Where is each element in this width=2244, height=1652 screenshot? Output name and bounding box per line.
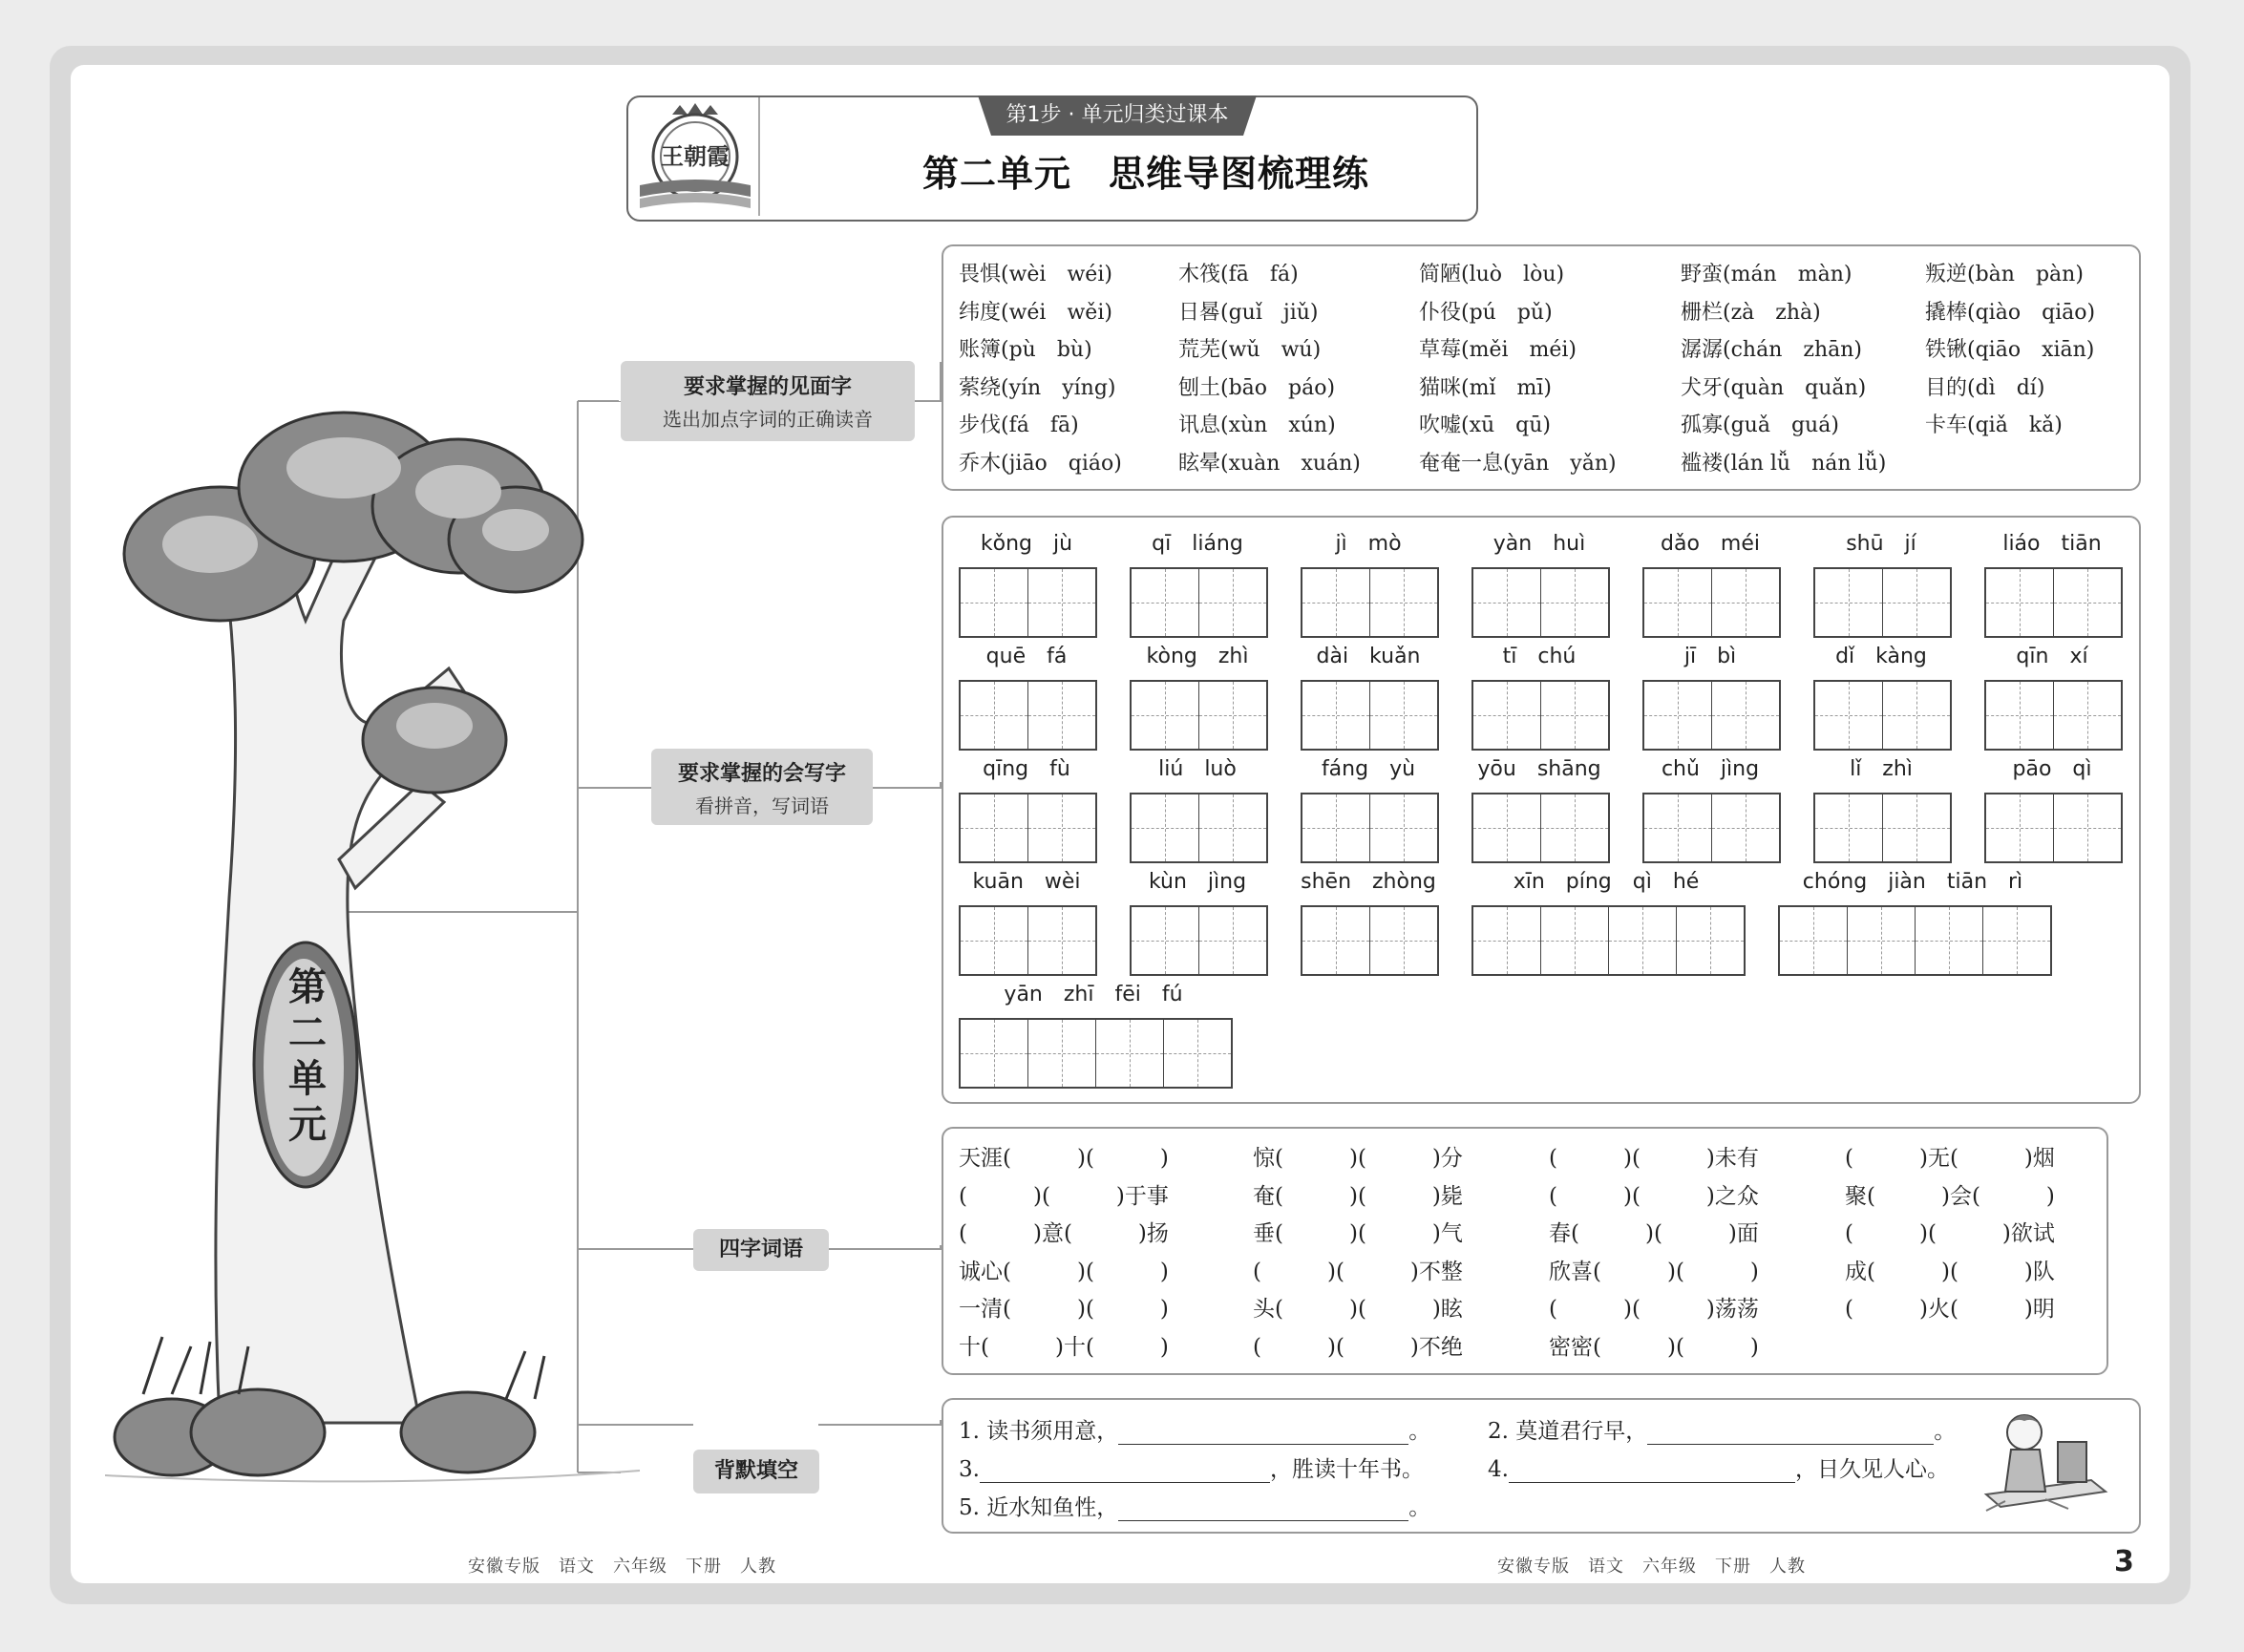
idiom-item[interactable]: 春( )( )面: [1549, 1221, 1759, 1247]
reading-item: 简陋(luò lòu): [1419, 263, 1565, 286]
idiom-item[interactable]: ( )意( )扬: [959, 1221, 1169, 1247]
reading-item: 步伐(fá fā): [959, 413, 1079, 438]
reading-item: 草莓(měi méi): [1419, 338, 1577, 363]
pinyin-label: qīn xí: [2016, 645, 2088, 668]
writing-grid-cell[interactable]: [961, 794, 1027, 861]
footer-left: 安徽专版 语文 六年级 下册 人教: [468, 1557, 776, 1577]
pinyin-label: jì mò: [1335, 532, 1402, 556]
writing-grid-cell[interactable]: [1540, 682, 1608, 749]
writing-grid-cell[interactable]: [1369, 907, 1437, 974]
pinyin-label: dǎo méi: [1661, 532, 1760, 556]
writing-grid-cell[interactable]: [1132, 794, 1198, 861]
writing-grid-cell[interactable]: [1132, 569, 1198, 636]
reading-item: 褴褛(lán lǚ nán lǚ): [1681, 452, 1887, 476]
pinyin-label: yān zhī fēi fú: [1004, 983, 1183, 1006]
writing-grid-cell[interactable]: [1132, 682, 1198, 749]
branch-reading-title: 要求掌握的见面字: [683, 375, 852, 399]
reading-item: 眩晕(xuàn xuán): [1178, 452, 1361, 476]
recite-item-3-prefix: 3.: [959, 1457, 980, 1482]
writing-grid-cell[interactable]: [1540, 569, 1608, 636]
reading-item: 孤寡(guǎ guá): [1681, 413, 1839, 438]
recite-item-1-prefix: 1. 读书须用意，: [959, 1419, 1119, 1444]
writing-grid-cell[interactable]: [1027, 682, 1095, 749]
idiom-item[interactable]: 欣喜( )( ): [1549, 1259, 1759, 1284]
branch-reading-subtitle: 选出加点字词的正确读音: [663, 408, 873, 431]
writing-grid[interactable]: [959, 1018, 1233, 1089]
reading-item: 荒芜(wǔ wú): [1178, 338, 1322, 363]
writing-grid-cell[interactable]: [1302, 682, 1369, 749]
writing-grid[interactable]: [959, 567, 1097, 638]
reading-item: 铁锹(qiāo xiān): [1925, 338, 2095, 363]
writing-grid[interactable]: [1301, 793, 1439, 863]
idiom-item[interactable]: 头( )( )眩: [1253, 1297, 1463, 1323]
branch-label-reading: [621, 361, 915, 441]
reading-item: 野蛮(mán màn): [1681, 263, 1852, 286]
idiom-item[interactable]: ( )火( )明: [1845, 1297, 2055, 1323]
idiom-item[interactable]: 聚( )会( ): [1845, 1183, 2055, 1209]
writing-grid-cell[interactable]: [961, 682, 1027, 749]
recite-item-3: [959, 1451, 1424, 1483]
idiom-item[interactable]: 成( )( )队: [1845, 1259, 2055, 1284]
writing-grid[interactable]: [1130, 567, 1268, 638]
branch-label-recite: [693, 1450, 819, 1493]
writing-grid-cell[interactable]: [1369, 794, 1437, 861]
svg-text:王朝霞: 王朝霞: [661, 142, 730, 170]
branch-connectors: [573, 353, 955, 1499]
pinyin-label: yàn huì: [1492, 532, 1586, 556]
writing-grid-cell[interactable]: [1711, 794, 1779, 861]
writing-grid-cell[interactable]: [1986, 794, 2053, 861]
header-divider: [758, 97, 760, 216]
writing-grid[interactable]: [1984, 680, 2123, 751]
reading-item: 账簿(pù bù): [959, 338, 1092, 363]
pinyin-label: chǔ jìng: [1661, 757, 1760, 781]
idiom-item[interactable]: 诚心( )( ): [959, 1259, 1169, 1284]
writing-grid-cell[interactable]: [2053, 794, 2121, 861]
writing-grid[interactable]: [1642, 680, 1781, 751]
reading-item: 猫咪(mǐ mī): [1419, 375, 1552, 400]
pinyin-label: qīng fù: [983, 757, 1070, 781]
writing-grid-cell[interactable]: [1027, 569, 1095, 636]
pinyin-label: liú luò: [1158, 757, 1237, 781]
pinyin-label: lǐ zhì: [1850, 757, 1913, 781]
pinyin-label: quē fá: [985, 645, 1068, 668]
reading-item: 木筏(fā fá): [1178, 263, 1299, 286]
branch-recite-title: 背默填空: [713, 1459, 798, 1483]
writing-grid[interactable]: [1642, 793, 1781, 863]
writing-grid-cell[interactable]: [961, 907, 1027, 974]
page-number: 3: [2114, 1545, 2134, 1578]
recite-blank-3[interactable]: [980, 1459, 1270, 1483]
writing-grid[interactable]: [1130, 793, 1268, 863]
writing-grid-cell[interactable]: [1369, 682, 1437, 749]
writing-grid-cell[interactable]: [1540, 907, 1608, 974]
recite-blank-1[interactable]: [1118, 1421, 1408, 1445]
reading-item: 吹嘘(xū qū): [1419, 413, 1551, 438]
writing-grid-cell[interactable]: [1882, 569, 1950, 636]
reading-item: 纬度(wéi wěi): [959, 300, 1112, 325]
writing-grid-cell[interactable]: [1676, 907, 1744, 974]
recite-item-1-suffix: 。: [1408, 1419, 1431, 1444]
writing-grid-cell[interactable]: [1027, 1020, 1095, 1087]
recite-blank-4[interactable]: [1509, 1459, 1795, 1483]
writing-grid-cell[interactable]: [1986, 682, 2053, 749]
writing-grid-cell[interactable]: [1815, 569, 1882, 636]
writing-grid-cell[interactable]: [1132, 907, 1198, 974]
recite-blank-2[interactable]: [1647, 1421, 1934, 1445]
writing-grid[interactable]: [1301, 905, 1439, 976]
reading-item: 刨土(bāo páo): [1178, 375, 1336, 400]
pinyin-label: kuān wèi: [972, 870, 1081, 894]
reading-item: 仆役(pú pǔ): [1419, 300, 1553, 325]
recite-item-2-prefix: 2. 莫道君行早，: [1488, 1419, 1648, 1444]
writing-grid[interactable]: [1778, 905, 2052, 976]
studying-girl-icon: [1977, 1404, 2110, 1518]
branch-label-writing: [651, 749, 873, 825]
recite-item-5-suffix: 。: [1408, 1495, 1431, 1520]
writing-grid-cell[interactable]: [1711, 569, 1779, 636]
writing-grid-cell[interactable]: [961, 569, 1027, 636]
writing-grid[interactable]: [959, 680, 1097, 751]
writing-grid[interactable]: [959, 905, 1097, 976]
recite-item-5: [959, 1490, 1430, 1521]
idiom-item[interactable]: ( )( )于事: [959, 1183, 1169, 1209]
idiom-item[interactable]: ( )( )不绝: [1253, 1335, 1463, 1360]
recite-item-5-prefix: 5. 近水知鱼性，: [959, 1495, 1119, 1520]
idiom-item[interactable]: ( )( )欲试: [1845, 1221, 2055, 1247]
writing-grid[interactable]: [1471, 905, 1746, 976]
pinyin-label: yōu shāng: [1477, 757, 1601, 781]
writing-grid-cell[interactable]: [1473, 794, 1540, 861]
writing-grid-cell[interactable]: [1198, 794, 1266, 861]
writing-grid-cell[interactable]: [1473, 569, 1540, 636]
writing-grid[interactable]: [1813, 680, 1952, 751]
writing-grid-cell[interactable]: [1882, 794, 1950, 861]
recite-item-1: [959, 1413, 1430, 1445]
pinyin-label: shū jí: [1846, 532, 1916, 556]
writing-grid-cell[interactable]: [1302, 794, 1369, 861]
writing-grid[interactable]: [1471, 567, 1610, 638]
recite-item-4: [1488, 1451, 1949, 1483]
reading-item: 奄奄一息(yān yǎn): [1419, 452, 1617, 476]
writing-grid-cell[interactable]: [1095, 1020, 1163, 1087]
writing-grid-cell[interactable]: [1027, 907, 1095, 974]
writing-grid[interactable]: [1471, 680, 1610, 751]
writing-grid-cell[interactable]: [1882, 682, 1950, 749]
writing-grid[interactable]: [1301, 567, 1439, 638]
recite-item-3-suffix: ，胜读十年书。: [1269, 1457, 1424, 1482]
publisher-logo: [634, 101, 756, 214]
idiom-item[interactable]: 垂( )( )气: [1253, 1221, 1463, 1247]
idiom-item[interactable]: 天涯( )( ): [959, 1146, 1169, 1171]
reading-item: 犬牙(quàn quǎn): [1681, 375, 1867, 400]
reading-item: 讯息(xùn xún): [1178, 413, 1336, 438]
reading-item: 潺潺(chán zhān): [1681, 338, 1862, 363]
reading-item: 畏惧(wèi wéi): [959, 263, 1112, 286]
reading-item: 撬棒(qiào qiāo): [1925, 300, 2096, 325]
writing-grid[interactable]: [1130, 905, 1268, 976]
writing-grid-cell[interactable]: [1540, 794, 1608, 861]
writing-grid-cell[interactable]: [1608, 907, 1676, 974]
writing-grid-cell[interactable]: [1473, 682, 1540, 749]
recite-blank-5[interactable]: [1118, 1497, 1408, 1521]
reading-item: 叛逆(bàn pàn): [1925, 263, 2084, 286]
writing-grid-cell[interactable]: [1198, 907, 1266, 974]
writing-grid-cell[interactable]: [1644, 682, 1711, 749]
writing-grid-cell[interactable]: [961, 1020, 1027, 1087]
idiom-item[interactable]: ( )( )之众: [1549, 1183, 1759, 1209]
writing-grid[interactable]: [1813, 567, 1952, 638]
reading-item: 栅栏(zà zhà): [1681, 300, 1821, 325]
writing-grid-cell[interactable]: [1644, 794, 1711, 861]
pinyin-label: tī chú: [1502, 645, 1577, 668]
writing-grid-cell[interactable]: [1644, 569, 1711, 636]
reading-item: 日晷(guǐ jiǔ): [1178, 300, 1319, 325]
pinyin-label: qī liáng: [1152, 532, 1243, 556]
writing-grid-cell[interactable]: [1198, 569, 1266, 636]
branch-writing-subtitle: 看拼音，写词语: [695, 794, 829, 817]
pinyin-label: pāo qì: [2012, 757, 2092, 781]
writing-grid-cell[interactable]: [1198, 682, 1266, 749]
writing-grid-cell[interactable]: [1473, 907, 1540, 974]
writing-grid-cell[interactable]: [1815, 682, 1882, 749]
footer-right: 安徽专版 语文 六年级 下册 人教: [1497, 1557, 1806, 1577]
writing-grid-cell[interactable]: [1780, 907, 1847, 974]
writing-grid[interactable]: [959, 793, 1097, 863]
reading-item: 目的(dì dí): [1925, 375, 2045, 400]
pinyin-label: fáng yù: [1321, 757, 1416, 781]
pinyin-label: liáo tiān: [2002, 532, 2102, 556]
idiom-item[interactable]: 一清( )( ): [959, 1297, 1169, 1323]
writing-grid[interactable]: [1642, 567, 1781, 638]
idiom-item[interactable]: 奄( )( )毙: [1253, 1183, 1463, 1209]
page-title: 第二单元 思维导图梳理练: [921, 153, 1369, 195]
recite-item-4-prefix: 4.: [1488, 1457, 1509, 1482]
writing-grid[interactable]: [1471, 793, 1610, 863]
branch-label-idioms: [693, 1229, 829, 1271]
writing-grid-cell[interactable]: [1847, 907, 1915, 974]
writing-grid-cell[interactable]: [2053, 682, 2121, 749]
writing-grid-cell[interactable]: [1027, 794, 1095, 861]
idiom-item[interactable]: ( )( )荡荡: [1549, 1297, 1759, 1323]
branch-idioms-title: 四字词语: [718, 1238, 803, 1261]
writing-grid-cell[interactable]: [1986, 569, 2053, 636]
recite-item-2-suffix: 。: [1934, 1419, 1957, 1444]
idiom-item[interactable]: ( )无( )烟: [1845, 1146, 2055, 1171]
recite-item-4-suffix: ，日久见人心。: [1794, 1457, 1949, 1482]
pinyin-label: kòng zhì: [1146, 645, 1249, 668]
writing-grid-cell[interactable]: [1982, 907, 2050, 974]
pinyin-label: kǒng jù: [980, 532, 1073, 556]
idiom-item[interactable]: 十( )十( ): [959, 1335, 1169, 1360]
tree-unit-label: 第二单元: [288, 964, 327, 1147]
step-label: 第1步 · 单元归类过课本: [1006, 103, 1229, 127]
pinyin-label: dǐ kàng: [1835, 645, 1927, 668]
pinyin-label: jī bì: [1683, 645, 1737, 668]
writing-grid-cell[interactable]: [2053, 569, 2121, 636]
pinyin-label: dài kuǎn: [1316, 645, 1421, 668]
writing-grid[interactable]: [1813, 793, 1952, 863]
writing-grid-cell[interactable]: [1302, 907, 1369, 974]
pinyin-label: xīn píng qì hé: [1513, 870, 1700, 894]
writing-grid-cell[interactable]: [1915, 907, 1982, 974]
reading-item: 乔木(jiāo qiáo): [959, 452, 1122, 476]
writing-grid[interactable]: [1984, 793, 2123, 863]
writing-grid[interactable]: [1130, 680, 1268, 751]
idiom-item[interactable]: 惊( )( )分: [1253, 1146, 1463, 1171]
writing-grid[interactable]: [1301, 680, 1439, 751]
idiom-item[interactable]: 密密( )( ): [1549, 1335, 1759, 1360]
writing-grid-cell[interactable]: [1302, 569, 1369, 636]
branch-writing-title: 要求掌握的会写字: [677, 762, 846, 786]
reading-item: 卡车(qiǎ kǎ): [1925, 413, 2063, 438]
recite-item-2: [1488, 1413, 1956, 1445]
pinyin-label: chóng jiàn tiān rì: [1802, 870, 2023, 894]
reading-item: 萦绕(yín yíng): [959, 375, 1116, 400]
pinyin-label: kùn jìng: [1148, 870, 1247, 894]
writing-grid[interactable]: [1984, 567, 2123, 638]
writing-grid-cell[interactable]: [1815, 794, 1882, 861]
writing-grid-cell[interactable]: [1163, 1020, 1231, 1087]
pinyin-label: shēn zhòng: [1301, 870, 1436, 894]
writing-grid-cell[interactable]: [1711, 682, 1779, 749]
idiom-item[interactable]: ( )( )不整: [1253, 1259, 1463, 1284]
writing-grid-cell[interactable]: [1369, 569, 1437, 636]
idiom-item[interactable]: ( )( )未有: [1549, 1146, 1759, 1171]
